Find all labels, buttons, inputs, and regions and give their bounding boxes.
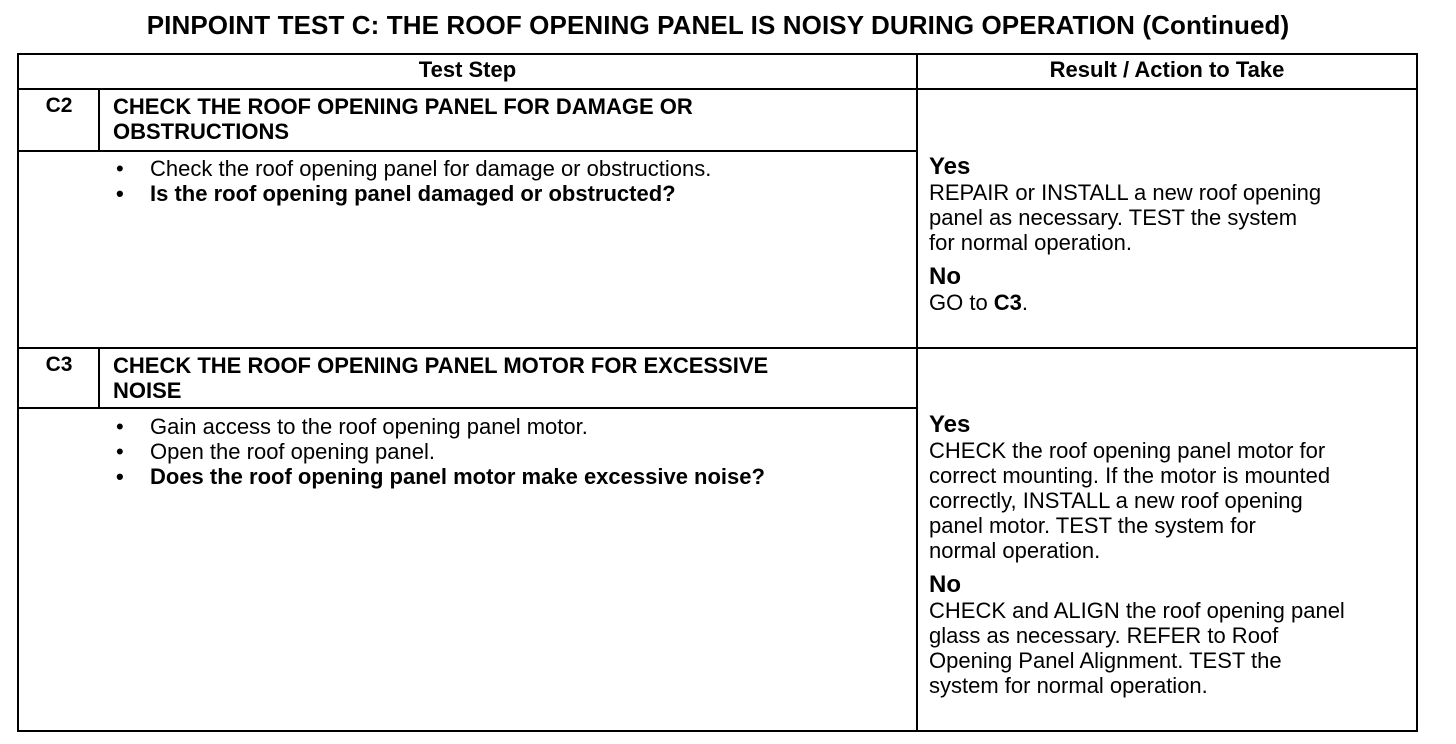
no-action: CHECK and ALIGN the roof opening panel glass as necessary. REFER to Roof Opening Panel Alignment. TEST the system for normal operation. <box>929 598 1345 698</box>
bullet-item: • Open the roof opening panel. <box>116 439 765 464</box>
step-id-c2: C2 <box>45 94 73 117</box>
result-c3 <box>929 412 1415 698</box>
bullet-item: • Gain access to the roof opening panel motor. <box>116 414 765 439</box>
step-id-c3: C3 <box>45 353 73 376</box>
yes-action: REPAIR or INSTALL a new roof opening panel as necessary. TEST the system for normal operation. <box>929 180 1322 255</box>
yes-label: Yes <box>929 411 971 438</box>
step-divider <box>17 347 1418 349</box>
yes-action: CHECK the roof opening panel motor for correct mounting. If the motor is mounted correctly, INSTALL a new roof opening panel motor. TEST the system for normal operation. <box>929 438 1331 563</box>
goto-step: C3 <box>993 290 1022 315</box>
page-title: PINPOINT TEST C: THE ROOF OPENING PANEL IS NOISY DURING OPERATION (Continued) <box>146 10 1290 40</box>
vertical-divider <box>916 53 918 732</box>
no-label: No <box>929 571 961 598</box>
no-label: No <box>929 263 961 290</box>
c3-title-divider <box>17 407 917 409</box>
step-title-c3: CHECK THE ROOF OPENING PANEL MOTOR FOR EXCESSIVE NOISE <box>113 353 769 403</box>
bullet-item: • Check the roof opening panel for damage or obstructions. <box>116 156 711 181</box>
header-result: Result / Action to Take <box>1049 57 1285 82</box>
bullet-question: • Does the roof opening panel motor make excessive noise? <box>116 464 765 489</box>
header-test-step: Test Step <box>418 57 517 82</box>
no-action <box>929 290 1409 315</box>
bullet-question: • Is the roof opening panel damaged or obstructed? <box>116 181 711 206</box>
result-c2 <box>929 154 1409 315</box>
step-bullets-c2 <box>116 156 711 206</box>
step-title-c2: CHECK THE ROOF OPENING PANEL FOR DAMAGE OR OBSTRUCTIONS <box>113 94 693 144</box>
c2-title-divider <box>17 150 917 152</box>
header-divider <box>17 88 1418 90</box>
step-bullets-c3 <box>116 414 765 489</box>
no-action-suffix: . <box>1021 290 1029 315</box>
no-action-prefix: GO to <box>929 290 994 315</box>
yes-label: Yes <box>929 153 971 180</box>
